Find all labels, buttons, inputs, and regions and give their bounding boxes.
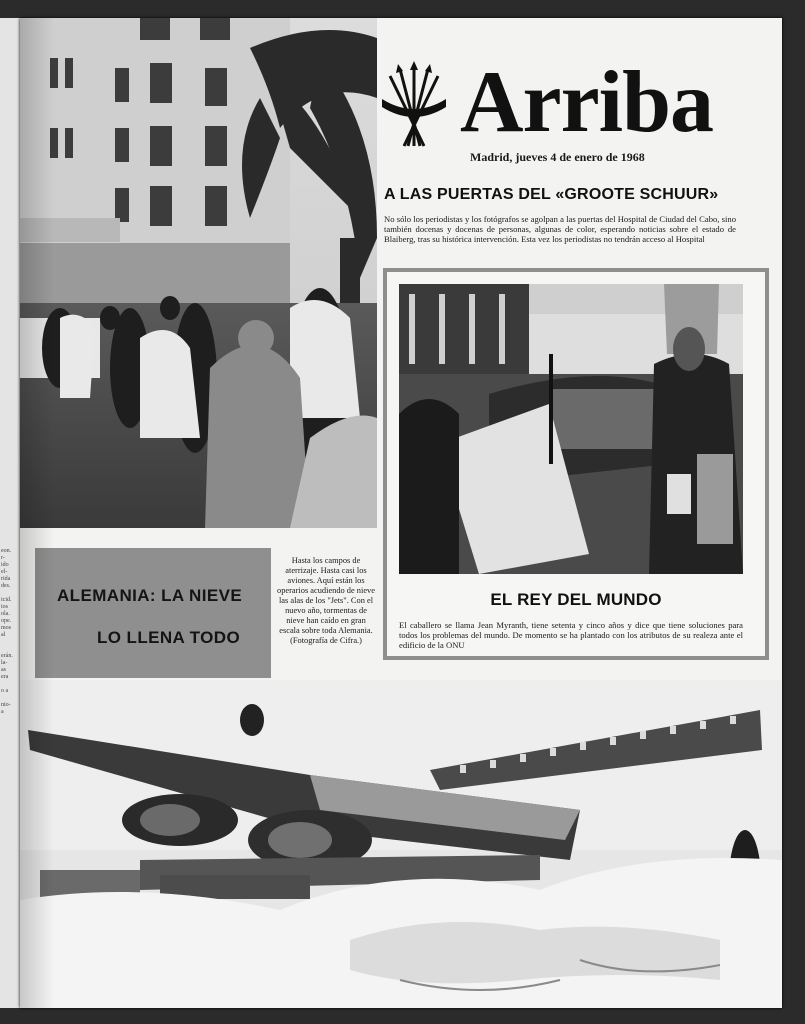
rey-del-mundo-headline: EL REY DEL MUNDO bbox=[490, 590, 662, 609]
alemania-headline-box bbox=[35, 548, 271, 678]
rey-del-mundo-box bbox=[383, 268, 769, 660]
rey-del-mundo-body-text: El caballero se llama Jean Myranth, tiene setenta y cinco años y dice que tiene soluciones para todos los problemas del mundo. De momento se ha plantado con los atributos de su realeza ante el edificio de la ONU bbox=[399, 620, 743, 650]
hospital-headline: A LAS PUERTAS DEL «GROOTE SCHUUR» bbox=[384, 186, 719, 203]
hospital-body-text: No sólo los periodistas y los fotógrafos se agolpan a las puertas del Hospital de Ciudad del Cabo, sino también docenas y docenas de personas, algunas de color, esperando noticias sobre el estado de Blaiberg, tras su histórica intervención. Esta vez los periodistas no tendrán acceso al Hospital bbox=[384, 214, 736, 244]
rey-del-mundo-photo bbox=[399, 284, 743, 574]
alemania-headline-line-1: ALEMANIA: LA NIEVE bbox=[57, 586, 243, 605]
snow-airplane-photo bbox=[20, 680, 782, 1008]
hospital-crowd-photo bbox=[20, 18, 377, 528]
newspaper-page bbox=[20, 18, 782, 1008]
dateline: Madrid, jueves 4 de enero de 1968 bbox=[470, 150, 645, 164]
yoke-and-arrows-emblem bbox=[380, 61, 448, 151]
alemania-caption: Hasta los campos de aterrizaje. Hasta casi los aviones. Aquí están los operarios acudiendo de nieve las alas de los "Jets". Con el nuevo año, tormentas de nieve han caído en gran escala sobre toda Alemania. (Fotografía de Cifra.) bbox=[277, 556, 375, 645]
alemania-headline-line-2: LO LLENA TODO bbox=[97, 628, 241, 647]
newspaper-title: Arriba bbox=[460, 54, 714, 151]
previous-page-text-fragments: eon. r- ido el- rida des. icid. ios ola. ope. mos al erán. la- as era o a nio- a bbox=[1, 548, 13, 715]
